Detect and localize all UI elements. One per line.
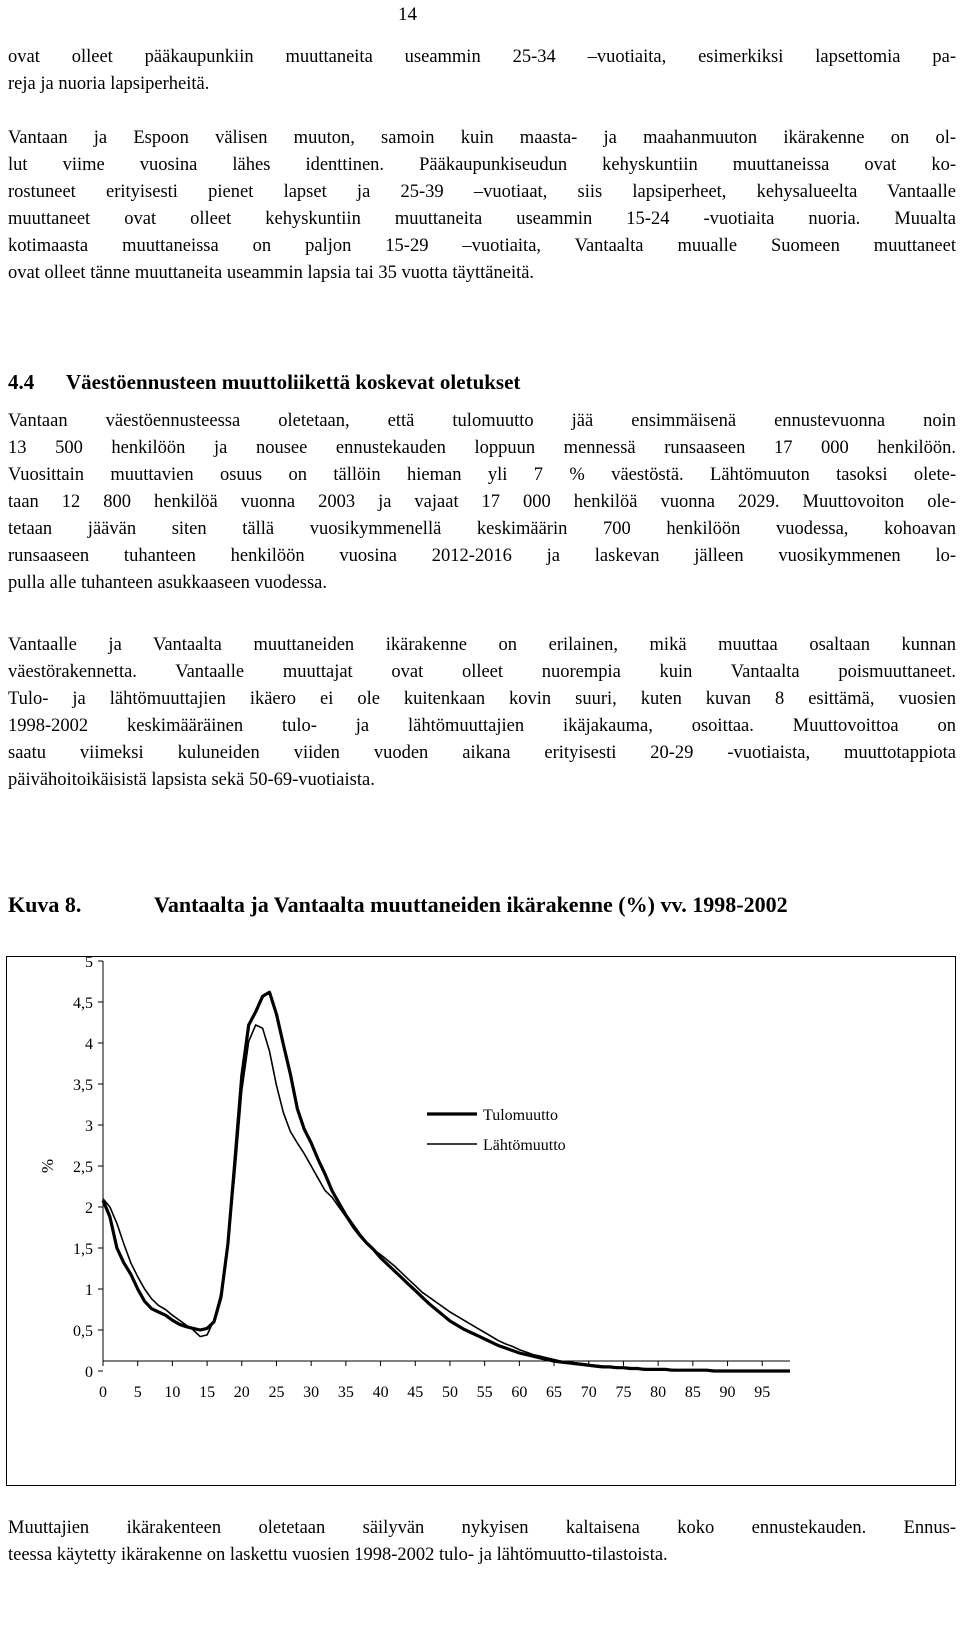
x-tick-label: 25 — [268, 1384, 285, 1401]
paragraph-line: päivähoitoikäisistä lapsista sekä 50-69-vuotiaista. — [8, 770, 375, 790]
paragraph-line: 13 500 henkilöön ja nousee ennustekauden loppuun mennessä runsaaseen 17 000 henkilöön. — [8, 438, 956, 458]
paragraph-3 — [8, 408, 956, 597]
x-tick-label: 70 — [580, 1384, 597, 1401]
x-tick-label: 95 — [754, 1384, 771, 1401]
x-tick-label: 5 — [133, 1384, 142, 1401]
section-title: Väestöennusteen muuttoliikettä koskevat oletukset — [66, 370, 521, 394]
x-tick-label: 75 — [615, 1384, 632, 1401]
paragraph-line: Muuttajien ikärakenteen oletetaan säilyvän nykyisen kaltaisena koko ennustekauden. Ennus- — [8, 1518, 956, 1538]
paragraph-line: Vantaan ja Espoon välisen muuton, samoin kuin maasta- ja maahanmuuton ikärakenne on ol- — [8, 128, 956, 148]
x-tick-label: 65 — [546, 1384, 563, 1401]
x-tick-label: 35 — [337, 1384, 354, 1401]
x-tick-label: 55 — [476, 1384, 493, 1401]
figure-caption — [8, 892, 788, 918]
paragraph-line: pulla alle tuhanteen asukkaaseen vuodessa. — [8, 573, 328, 593]
y-tick-label: 2 — [85, 1200, 93, 1217]
y-tick-label: 5 — [85, 957, 93, 971]
y-tick-label: 4 — [85, 1036, 93, 1053]
section-number: 4.4 — [8, 370, 35, 394]
paragraph-line: Vuosittain muuttavien osuus on tällöin hieman yli 7 % väestöstä. Lähtömuuton tasoksi olete- — [8, 465, 956, 485]
y-tick-label: 4,5 — [73, 995, 93, 1012]
y-tick-label: 2,5 — [73, 1159, 93, 1176]
figure-label: Kuva 8. — [8, 892, 82, 917]
paragraph-line: Tulo- ja lähtömuuttajien ikäero ei ole kuitenkaan kovin suuri, kuten kuvan 8 esittämä, vuosien — [8, 689, 956, 709]
x-tick-label: 20 — [233, 1384, 250, 1401]
y-tick-label: 1,5 — [73, 1241, 93, 1258]
x-tick-label: 15 — [199, 1384, 216, 1401]
y-tick-label: 3 — [85, 1118, 93, 1135]
y-tick-label: 0,5 — [73, 1323, 93, 1340]
paragraph-line: väestörakennetta. Vantaalle muuttajat ovat olleet nuorempia kuin Vantaalta poismuuttaneet. — [8, 662, 956, 682]
paragraph-line: runsaaseen tuhanteen henkilöön vuosina 2012-2016 ja laskevan jälleen vuosikymmenen lo- — [8, 546, 956, 566]
y-tick-label: 0 — [85, 1364, 93, 1381]
paragraph-4 — [8, 632, 956, 794]
paragraph-line: taan 12 800 henkilöä vuonna 2003 ja vajaat 17 000 henkilöä vuonna 2029. Muuttovoiton ole- — [8, 492, 956, 512]
paragraph-line: ovat olleet tänne muuttaneita useammin lapsia tai 35 vuotta täyttäneitä. — [8, 263, 535, 283]
x-tick-label: 0 — [99, 1384, 107, 1401]
x-tick-label: 90 — [719, 1384, 736, 1401]
paragraph-5 — [8, 1515, 956, 1569]
paragraph-line: ovat olleet pääkaupunkiin muuttaneita useammin 25-34 –vuotiaita, esimerkiksi lapsettomia pa- — [8, 47, 956, 67]
y-tick-label: 1 — [85, 1282, 93, 1299]
paragraph-line: saatu viimeksi kuluneiden viiden vuoden aikana erityisesti 20-29 -vuotiaista, muuttotappiota — [8, 743, 956, 763]
page-number: 14 — [398, 4, 417, 25]
paragraph-line: Vantaan väestöennusteessa oletetaan, että tulomuutto jää ensimmäisenä ennustevuonna noin — [8, 411, 956, 431]
paragraph-line: teessa käytetty ikärakenne on laskettu vuosien 1998-2002 tulo- ja lähtömuutto-tilastoista. — [8, 1545, 668, 1565]
x-tick-label: 85 — [684, 1384, 701, 1401]
series-line-tulomuutto — [103, 992, 790, 1371]
x-tick-label: 10 — [164, 1384, 181, 1401]
paragraph-line: Vantaalle ja Vantaalta muuttaneiden ikärakenne on erilainen, mikä muuttaa osaltaan kunnan — [8, 635, 956, 655]
paragraph-line: lut viime vuosina lähes identtinen. Pääkaupunkiseudun kehyskuntiin muuttaneissa ovat ko- — [8, 155, 956, 175]
x-tick-label: 45 — [407, 1384, 424, 1401]
figure-title: Vantaalta ja Vantaalta muuttaneiden ikärakenne (%) vv. 1998-2002 — [154, 892, 788, 917]
paragraph-line: rostuneet erityisesti pienet lapset ja 25-39 –vuotiaat, siis lapsiperheet, kehysalueelta Vantaalle — [8, 182, 956, 202]
paragraph-line: tetaan jäävän siten tällä vuosikymmenellä keskimäärin 700 henkilöön vuodessa, kohoavan — [8, 519, 956, 539]
x-tick-label: 60 — [511, 1384, 528, 1401]
legend-label: Tulomuutto — [483, 1107, 558, 1124]
age-structure-chart — [7, 957, 955, 1485]
legend-label: Lähtömuutto — [483, 1137, 566, 1154]
paragraph-line: 1998-2002 keskimääräinen tulo- ja lähtömuuttajien ikäjakauma, osoittaa. Muuttovoittoa on — [8, 716, 956, 736]
y-tick-label: 3,5 — [73, 1077, 93, 1094]
x-tick-label: 40 — [372, 1384, 389, 1401]
chart-frame — [6, 956, 956, 1486]
paragraph-line: reja ja nuoria lapsiperheitä. — [8, 74, 210, 94]
paragraph-line: kotimaasta muuttaneissa on paljon 15-29 –vuotiaita, Vantaalta muualle Suomeen muuttaneet — [8, 236, 956, 256]
x-tick-label: 80 — [650, 1384, 667, 1401]
y-axis-label: % — [38, 1158, 57, 1174]
x-tick-label: 30 — [303, 1384, 320, 1401]
section-heading — [8, 370, 520, 395]
paragraph-line: muuttaneet ovat olleet kehyskuntiin muuttaneita useammin 15-24 -vuotiaita nuoria. Muualta — [8, 209, 956, 229]
x-tick-label: 50 — [441, 1384, 458, 1401]
paragraph-1 — [8, 44, 956, 98]
paragraph-2 — [8, 125, 956, 287]
